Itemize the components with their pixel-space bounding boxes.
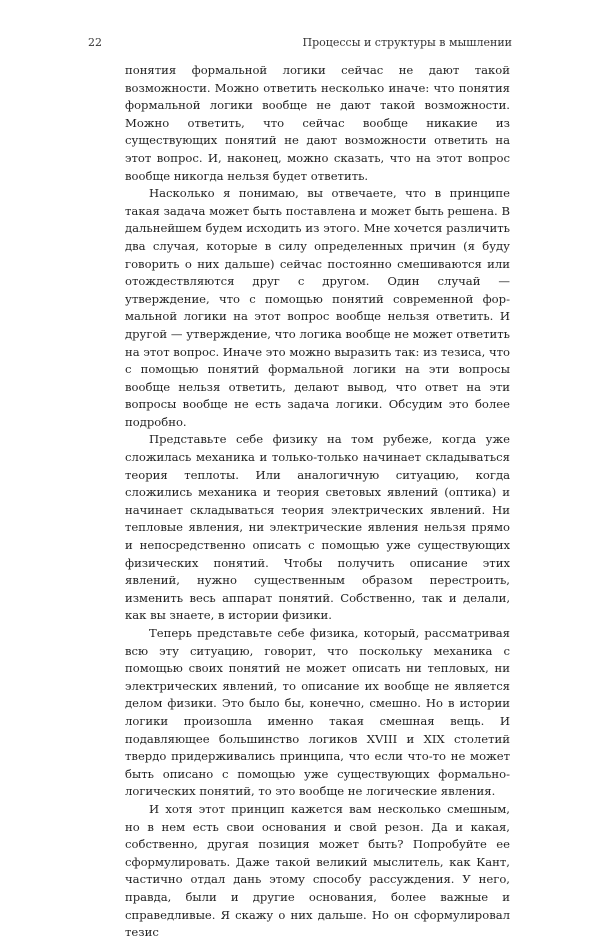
running-header [88, 36, 512, 49]
running-title: Процессы и структуры в мышлении [302, 36, 512, 49]
paragraph-continuation: понятия формальной логики сейчас не дают такой возможности. Можно ответить несколько иначе: что понятия формальной логики вообще не дают такой возможности. Можно ответить, что сейчас вообще никакие из существующих понятий не дают возможности ответить на этот вопрос. И, наконец, можно сказать, что на этот вопрос вообще никогда нельзя будет ответить. [125, 63, 510, 183]
paragraph: Представьте себе физику на том рубеже, когда уже сложилась механика и только-только начинает складываться теория теплоты. Или аналогичную ситуацию, когда сложились механика и теория световых явлений (оптика) и начинает складываться теория электрических явлений. Ни тепловые явления, ни электрические явления нельзя прямо и непосредственно описать с помощью уже существующих физических понятий. Чтобы получить описание этих явлений, нужно существенным образом перестроить, изменить весь аппарат понятий. Собственно, так и делали, как вы знаете, в истории физики. [125, 432, 510, 623]
paragraph: И хотя этот принцип кажется вам несколько смешным, но в нем есть свои основания и свой резон. Да и какая, собственно, другая позиция может быть? Попробуйте ее сформулировать. Даже такой великий мыслитель, как Кант, частично отдал дань этому способу рассуждения. У него, правда, были и другие основания, более важные и справедливые. Я скажу о них дальше. Но он сформулировал тезис [125, 801, 510, 940]
page-number: 22 [88, 36, 102, 49]
paragraph: Теперь представьте себе физика, который, рассматривая всю эту ситуацию, говорит, что поскольку механика с помощью своих понятий не может описать ни тепловых, ни электрических явлений, то описание их вообще не является делом физики. Это было бы, конечно, смешно. Но в истории логики произошла именно такая смешная вещь. И подавляющее большинство логиков XVIII и XIX столетий твердо придерживались принципа, что если что-то не может быть описано с помощью уже существующих формально-логических понятий, то это вообще не логические явления. [125, 626, 510, 799]
body-text [125, 62, 510, 942]
paragraph: Насколько я понимаю, вы отвечаете, что в принципе такая задача может быть поставлена и может быть решена. В дальнейшем будем исходить из этого. Мне хочется различить два случая, которые в силу определенных причин (я буду говорить о них дальше) сейчас постоянно смешиваются или отождествляются друг с другом. Один случай — утверждение, что с помощью понятий современной формальной логики на этот вопрос вообще нельзя ответить. И другой — утверждение, что логика вообще не может ответить на этот вопрос. Иначе это можно выразить так: из тезиса, что с помощью понятий формальной логики на эти вопросы вообще нельзя ответить, делают вывод, что ответ на эти вопросы вообще не есть задача логики. Обсудим это более подробно. [125, 186, 511, 429]
